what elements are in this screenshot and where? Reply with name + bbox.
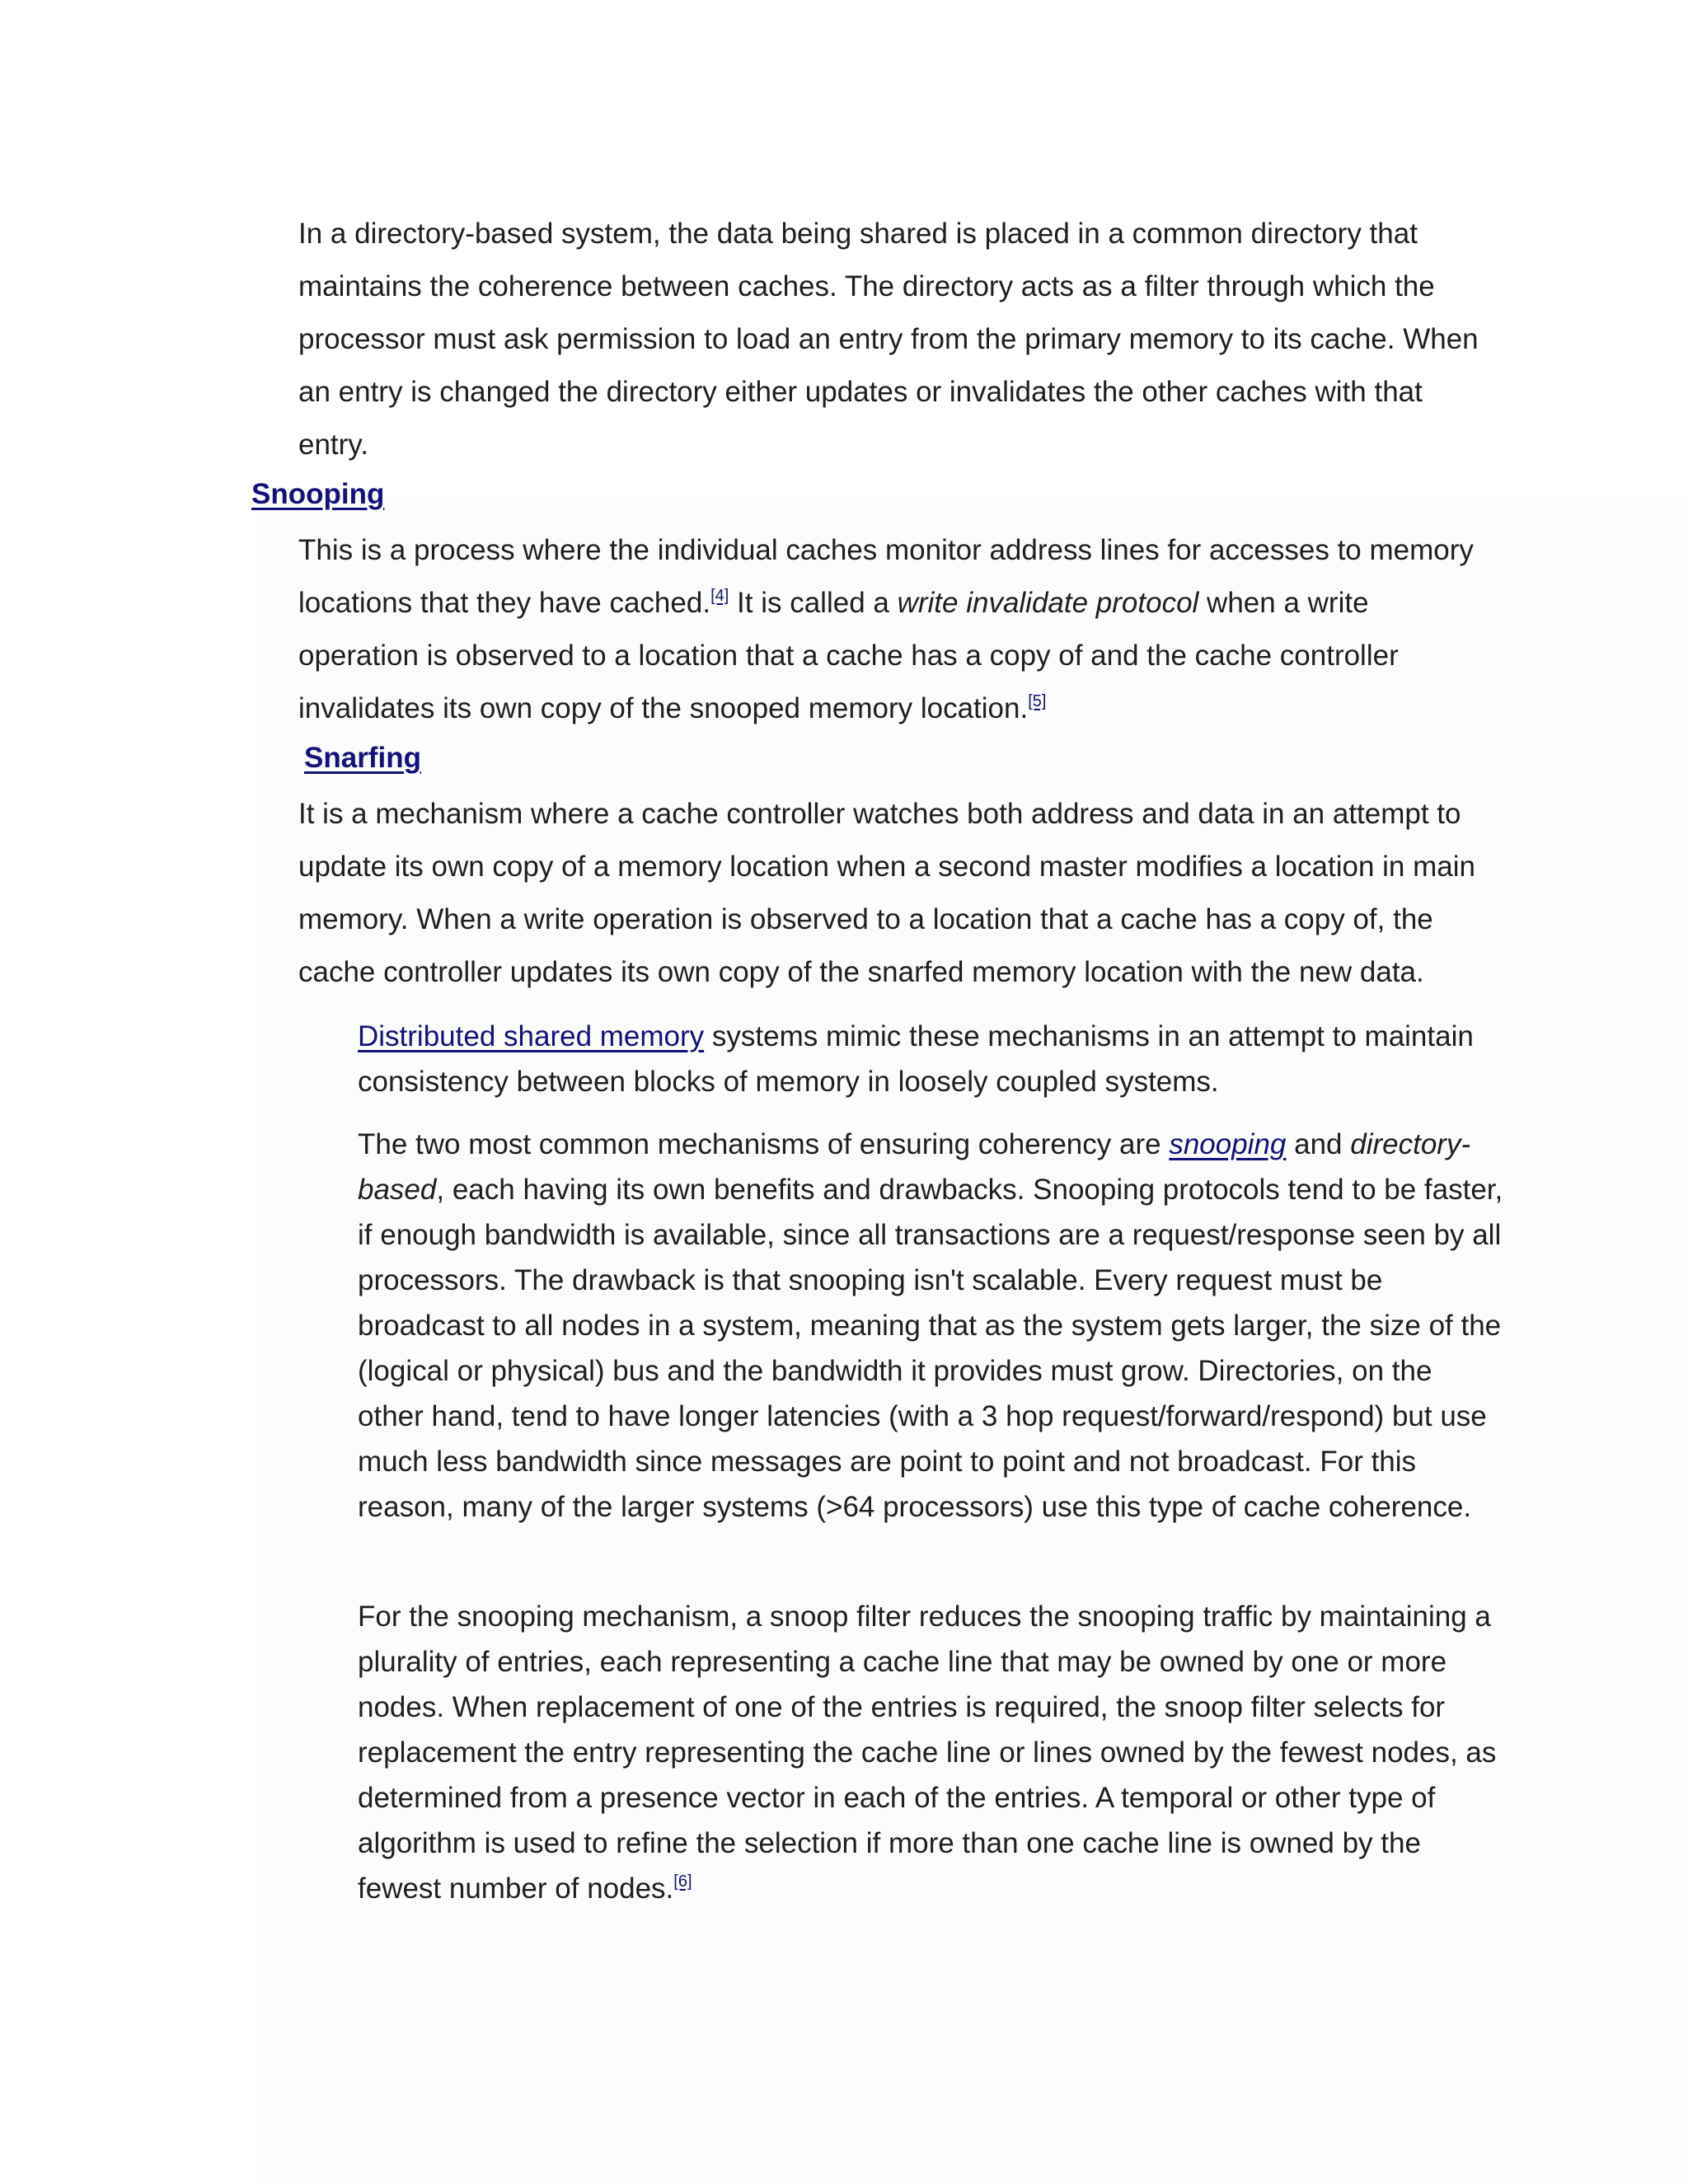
snoop-filter-section xyxy=(358,1594,1503,1911)
mechanisms-text-1: The two most common mechanisms of ensuring coherency are xyxy=(358,1128,1170,1160)
mechanisms-paragraph xyxy=(358,1122,1503,1530)
snoop-filter-paragraph xyxy=(358,1594,1503,1911)
snooping-text-3: when a write operation is observed to a location that a cache has a copy of and the cache controller invalidates its own copy of the snooped memory location. xyxy=(298,587,1399,724)
dsm-paragraph xyxy=(358,1014,1503,1104)
citation-6[interactable] xyxy=(673,1872,692,1891)
snarfing-paragraph: It is a mechanism where a cache controller watches both address and data in an attempt to update its own copy of a memory location when a second master modifies a location in main memory. When a write operation is observed to a location that a cache has a copy of, the cache controller updates its own copy of the snarfed memory location with the new data. xyxy=(298,798,1475,988)
snooping-text-2: It is called a xyxy=(729,587,898,619)
distributed-shared-memory-link[interactable]: Distributed shared memory xyxy=(358,1020,705,1052)
citation-6-link[interactable]: [6] xyxy=(673,1872,692,1891)
snarfing-section xyxy=(298,788,1493,999)
dsm-section xyxy=(358,1014,1503,1104)
snoop-filter-text: For the snooping mechanism, a snoop filter reduces the snooping traffic by maintaining a plurality of entries, each representing a cache line that may be owned by one or more nodes. When replacement of one of the entries is required, the snoop filter selects for replacement the entry representing the cache line or lines owned by the fewest nodes, as determined from a presence vector in each of the entries. A temporal or other type of algorithm is used to refine the selection if more than one cache line is owned by the fewest number of nodes. xyxy=(358,1601,1497,1905)
directory-based-term: directory-based xyxy=(358,1128,1471,1206)
citation-4[interactable] xyxy=(710,587,729,605)
snooping-paragraph xyxy=(298,524,1493,735)
citation-4-link[interactable]: [4] xyxy=(710,587,729,605)
mechanisms-section xyxy=(358,1122,1503,1530)
snarfing-heading[interactable]: Snarfing xyxy=(304,742,421,774)
snooping-heading[interactable]: Snooping xyxy=(251,478,385,510)
directory-section xyxy=(298,208,1493,471)
snooping-link-text[interactable]: snooping xyxy=(1169,1128,1287,1160)
mechanisms-text-2: and xyxy=(1286,1128,1351,1160)
snooping-link[interactable] xyxy=(1169,1128,1286,1160)
directory-paragraph: In a directory-based system, the data being shared is placed in a common directory that maintains the coherence between caches. The directory acts as a filter through which the processor must ask permission to load an entry from the primary memory to its cache. When an entry is changed the directory either updates or invalidates the other caches with that entry. xyxy=(298,218,1479,461)
dsm-text: systems mimic these mechanisms in an attempt to maintain consistency between blocks of memory in loosely coupled systems. xyxy=(358,1020,1474,1098)
citation-5[interactable] xyxy=(1028,692,1046,710)
mechanisms-text-3: , each having its own benefits and drawbacks. Snooping protocols tend to be faster, if enough bandwidth is available, since all transactions are a request/response seen by all processors. The drawback is that snooping isn't scalable. Every request must be broadcast to all nodes in a system, meaning that as the system gets larger, the size of the (logical or physical) bus and the bandwidth it provides must grow. Directories, on the other hand, tend to have longer latencies (with a 3 hop request/forward/respond) but use much less bandwidth since messages are point to point and not broadcast. For this reason, many of the larger systems (>64 processors) use this type of cache coherence. xyxy=(358,1174,1503,1523)
write-invalidate-term: write invalidate protocol xyxy=(897,587,1199,619)
snooping-text-1: This is a process where the individual caches monitor address lines for accesses to memory locations that they have cached. xyxy=(298,534,1474,619)
citation-5-link[interactable]: [5] xyxy=(1028,692,1047,710)
snooping-section xyxy=(298,524,1493,735)
